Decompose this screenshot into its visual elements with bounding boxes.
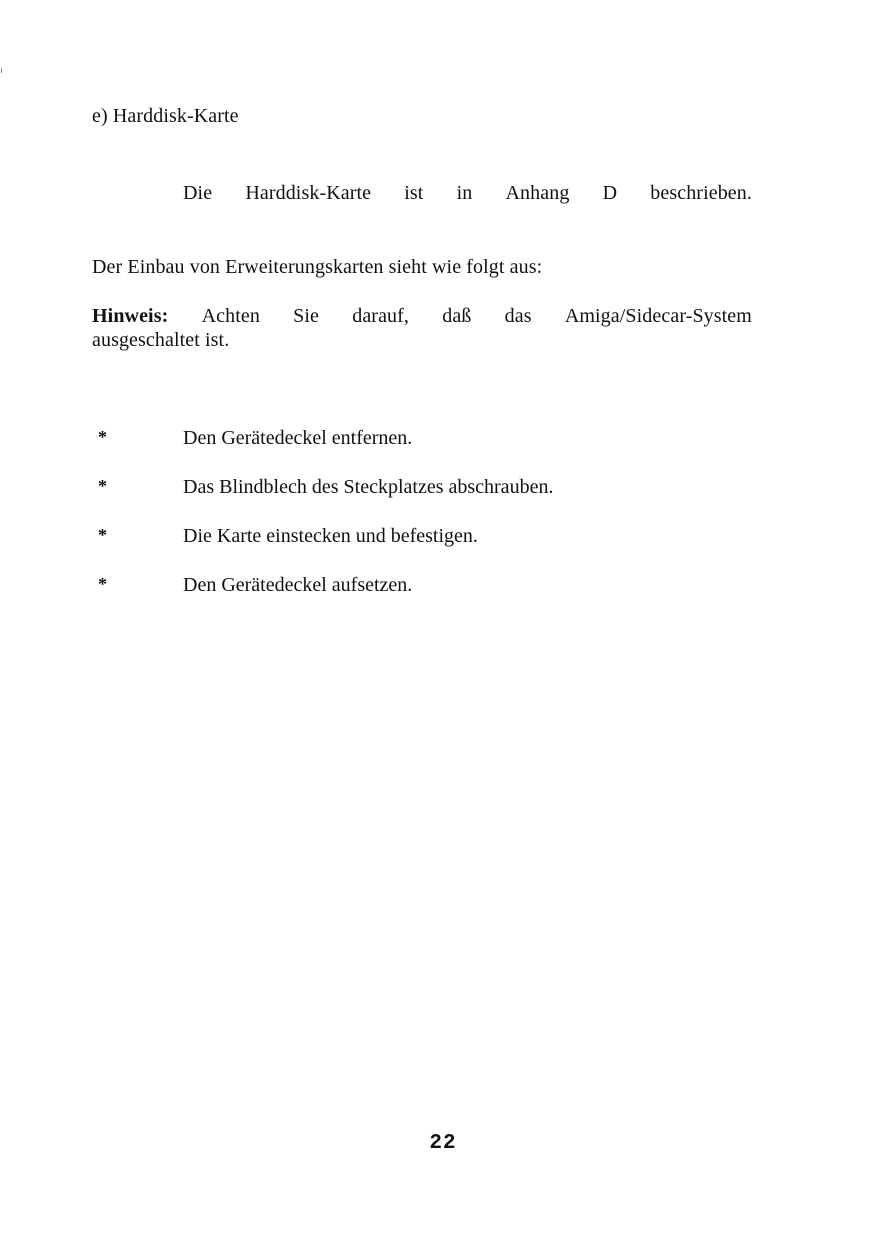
procedure-intro: Der Einbau von Erweiterungskarten sieht wie folgt aus: bbox=[92, 256, 543, 278]
scan-speck bbox=[1, 68, 2, 73]
note-word: das bbox=[504, 305, 532, 327]
intro-word: Harddisk-Karte bbox=[245, 182, 372, 204]
intro-word: Anhang bbox=[505, 182, 570, 204]
step-text: Den Gerätedeckel entfernen. bbox=[183, 427, 413, 449]
page-number: 22 bbox=[429, 1132, 457, 1155]
note-word: Sie bbox=[293, 305, 320, 327]
intro-word: Die bbox=[183, 182, 213, 204]
note-word: Achten bbox=[201, 305, 260, 327]
note-paragraph bbox=[92, 304, 752, 352]
intro-word: beschrieben. bbox=[650, 182, 752, 204]
note-label: Hinweis: bbox=[92, 305, 169, 327]
asterisk-bullet-icon: * bbox=[98, 476, 107, 496]
asterisk-bullet-icon: * bbox=[98, 427, 107, 447]
note-word: Amiga/Sidecar-System bbox=[564, 305, 752, 327]
note-word: darauf, bbox=[352, 305, 410, 327]
note-word: daß bbox=[442, 305, 472, 327]
note-line-2: ausgeschaltet ist. bbox=[92, 329, 230, 351]
step-text: Den Gerätedeckel aufsetzen. bbox=[183, 574, 413, 596]
asterisk-bullet-icon: * bbox=[98, 525, 107, 545]
section-intro bbox=[183, 181, 752, 205]
note-line-1 bbox=[92, 304, 752, 328]
intro-word: ist bbox=[404, 182, 424, 204]
asterisk-bullet-icon: * bbox=[98, 574, 107, 594]
intro-word: in bbox=[456, 182, 473, 204]
step-text: Das Blindblech des Steckplatzes abschrauben. bbox=[183, 476, 554, 498]
intro-word: D bbox=[602, 182, 618, 204]
section-heading: e) Harddisk-Karte bbox=[92, 105, 239, 127]
step-text: Die Karte einstecken und befestigen. bbox=[183, 525, 478, 547]
